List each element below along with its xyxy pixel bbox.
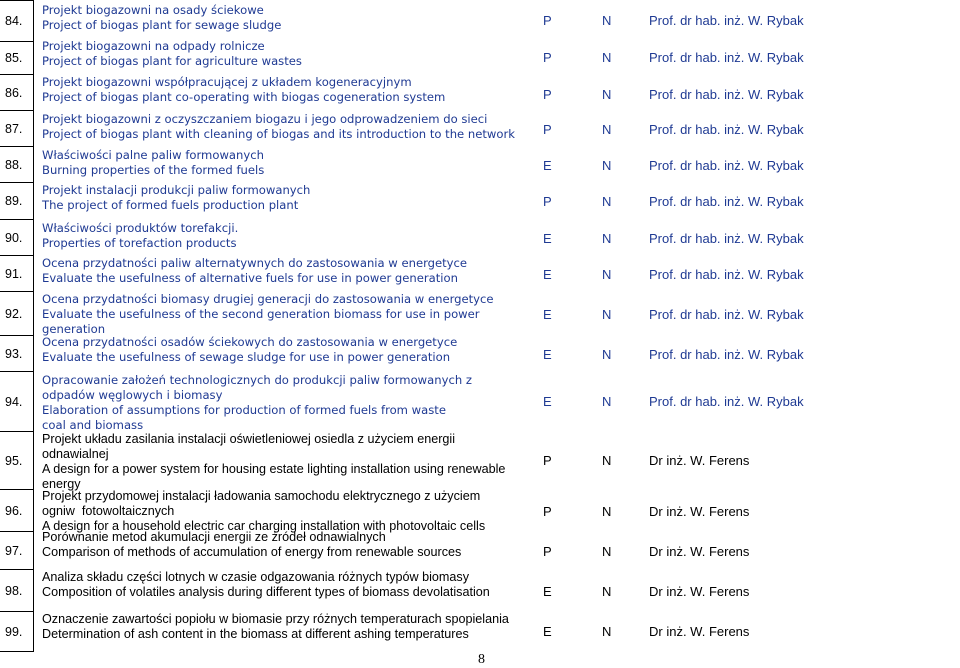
lang-cell: N [602,544,612,559]
type-cell: P [543,87,552,102]
row-number: 99. [0,612,34,652]
lang-cell: N [602,347,612,362]
title-pl: Projekt układu zasilania instalacji oświetleniowej osiedla z użyciem energii odnawialnej [42,432,455,461]
table-row [0,372,960,432]
title-en: Composition of volatiles analysis during different types of biomass devolatisation [42,585,490,599]
lang-cell: N [602,624,612,639]
title-en: Evaluate the usefulness of alternative fuels for use in power generation [42,271,458,285]
title-en: Evaluate the usefulness of sewage sludge for use in power generation [42,350,451,364]
title-pl: Projekt biogazowni na odpady rolnicze [42,39,265,53]
supervisor-cell: Prof. dr hab. inż. W. Rybak [649,347,804,362]
type-cell: P [543,194,552,209]
row-number: 98. [0,570,34,612]
title-en: Comparison of methods of accumulation of energy from renewable sources [42,545,462,559]
lang-cell: N [602,13,612,28]
row-number: 97. [0,532,34,570]
topic-title [42,570,527,600]
type-cell: P [543,13,552,28]
title-en: Properties of torefaction products [42,236,237,250]
supervisor-cell: Dr inż. W. Ferens [649,544,750,559]
title-pl: Projekt instalacji produkcji paliw formowanych [42,183,311,197]
type-cell: P [543,504,552,519]
table-row [0,570,960,612]
topic-title [42,39,527,69]
supervisor-cell: Prof. dr hab. inż. W. Rybak [649,194,804,209]
supervisor-cell: Prof. dr hab. inż. W. Rybak [649,158,804,173]
row-number: 89. [0,183,34,220]
table-row [0,490,960,532]
row-number: 90. [0,220,34,256]
title-pl: Właściwości palne paliw formowanych [42,148,264,162]
type-cell: E [543,584,552,599]
table-row [0,256,960,292]
lang-cell: N [602,231,612,246]
title-en: Determination of ash content in the biomass at different ashing temperatures [42,627,469,641]
type-cell: P [543,122,552,137]
title-en: Project of biogas plant for agriculture wastes [42,54,302,68]
supervisor-cell: Prof. dr hab. inż. W. Rybak [649,267,804,282]
type-cell: P [543,453,552,468]
title-pl: Projekt przydomowej instalacji ładowania samochodu elektrycznego z użyciem ogniw fotowoltaicznych [42,489,484,518]
title-en: A design for a household electric car charging installation with photovoltaic cells [42,519,486,533]
supervisor-cell: Dr inż. W. Ferens [649,624,750,639]
topic-title [42,373,472,433]
type-cell: E [543,394,552,409]
title-pl: Oznaczenie zawartości popiołu w biomasie przy różnych temperaturach spopielania [42,612,509,626]
table-row [0,532,960,570]
topic-title [42,432,512,492]
type-cell: E [543,231,552,246]
table-row [0,39,960,75]
supervisor-cell: Dr inż. W. Ferens [649,504,750,519]
topic-title [42,221,527,251]
supervisor-cell: Prof. dr hab. inż. W. Rybak [649,394,804,409]
table-row [0,612,960,652]
table-row [0,75,960,111]
table-row [0,220,960,256]
topic-title [42,183,527,213]
lang-cell: N [602,584,612,599]
supervisor-cell: Prof. dr hab. inż. W. Rybak [649,122,804,137]
lang-cell: N [602,453,612,468]
row-number: 87. [0,111,34,147]
lang-cell: N [602,122,612,137]
topic-title [42,112,527,142]
type-cell: E [543,158,552,173]
row-number: 88. [0,147,34,183]
lang-cell: N [602,307,612,322]
lang-cell: N [602,267,612,282]
supervisor-cell: Prof. dr hab. inż. W. Rybak [649,87,804,102]
topic-title [42,256,527,286]
topic-title [42,335,527,365]
row-number: 94. [0,372,34,432]
topic-title [42,148,527,178]
title-en: Burning properties of the formed fuels [42,163,265,177]
table-row [0,183,960,220]
row-number: 85. [0,42,34,75]
type-cell: P [543,50,552,65]
lang-cell: N [602,394,612,409]
title-en: Elaboration of assumptions for production of formed fuels from waste coal and biomass [42,403,446,432]
topic-title [42,292,494,337]
title-pl: Właściwości produktów torefakcji. [42,221,239,235]
row-number: 84. [0,0,34,42]
title-pl: Opracowanie założeń technologicznych do produkcji paliw formowanych z odpadów węglowych i biomasy [42,373,472,402]
row-number: 93. [0,336,34,372]
topic-title [42,612,527,642]
lang-cell: N [602,194,612,209]
supervisor-cell: Prof. dr hab. inż. W. Rybak [649,13,804,28]
row-number: 95. [0,432,34,490]
title-pl: Porównanie metod akumulacji energii ze źródeł odnawialnych [42,530,386,544]
title-en: Project of biogas plant co-operating with biogas cogeneration system [42,90,446,104]
title-pl: Ocena przydatności paliw alternatywnych do zastosowania w energetyce [42,256,468,270]
type-cell: E [543,347,552,362]
supervisor-cell: Prof. dr hab. inż. W. Rybak [649,50,804,65]
type-cell: E [543,624,552,639]
table-row [0,292,960,336]
title-en: Evaluate the usefulness of the second generation biomass for use in power generation [42,307,480,336]
topic-title [42,3,527,33]
row-number: 91. [0,256,34,292]
title-pl: Ocena przydatności biomasy drugiej generacji do zastosowania w energetyce [42,292,494,306]
topic-title [42,530,527,560]
title-en: A design for a power system for housing estate lighting installation using renewable energy [42,462,506,491]
table-row [0,432,960,490]
type-cell: E [543,267,552,282]
page-number: 8 [478,652,485,667]
table-row [0,0,960,42]
type-cell: P [543,544,552,559]
table-row [0,147,960,183]
supervisor-cell: Dr inż. W. Ferens [649,584,750,599]
topic-title [42,75,527,105]
table-row [0,336,960,372]
table-row [0,111,960,147]
lang-cell: N [602,50,612,65]
title-pl: Analiza składu części lotnych w czasie odgazowania różnych typów biomasy [42,570,469,584]
supervisor-cell: Prof. dr hab. inż. W. Rybak [649,307,804,322]
title-en: The project of formed fuels production plant [42,198,299,212]
title-en: Project of biogas plant for sewage sludge [42,18,282,32]
row-number: 96. [0,490,34,532]
lang-cell: N [602,87,612,102]
title-pl: Ocena przydatności osadów ściekowych do zastosowania w energetyce [42,335,458,349]
topic-title [42,489,492,534]
supervisor-cell: Dr inż. W. Ferens [649,453,750,468]
lang-cell: N [602,504,612,519]
row-number: 86. [0,75,34,111]
supervisor-cell: Prof. dr hab. inż. W. Rybak [649,231,804,246]
title-pl: Projekt biogazowni z oczyszczaniem biogazu i jego odprowadzeniem do sieci [42,112,488,126]
row-number: 92. [0,292,34,336]
title-en: Project of biogas plant with cleaning of biogas and its introduction to the network [42,127,515,141]
lang-cell: N [602,158,612,173]
type-cell: E [543,307,552,322]
title-pl: Projekt biogazowni współpracującej z układem kogeneracyjnym [42,75,412,89]
title-pl: Projekt biogazowni na osady ściekowe [42,3,264,17]
